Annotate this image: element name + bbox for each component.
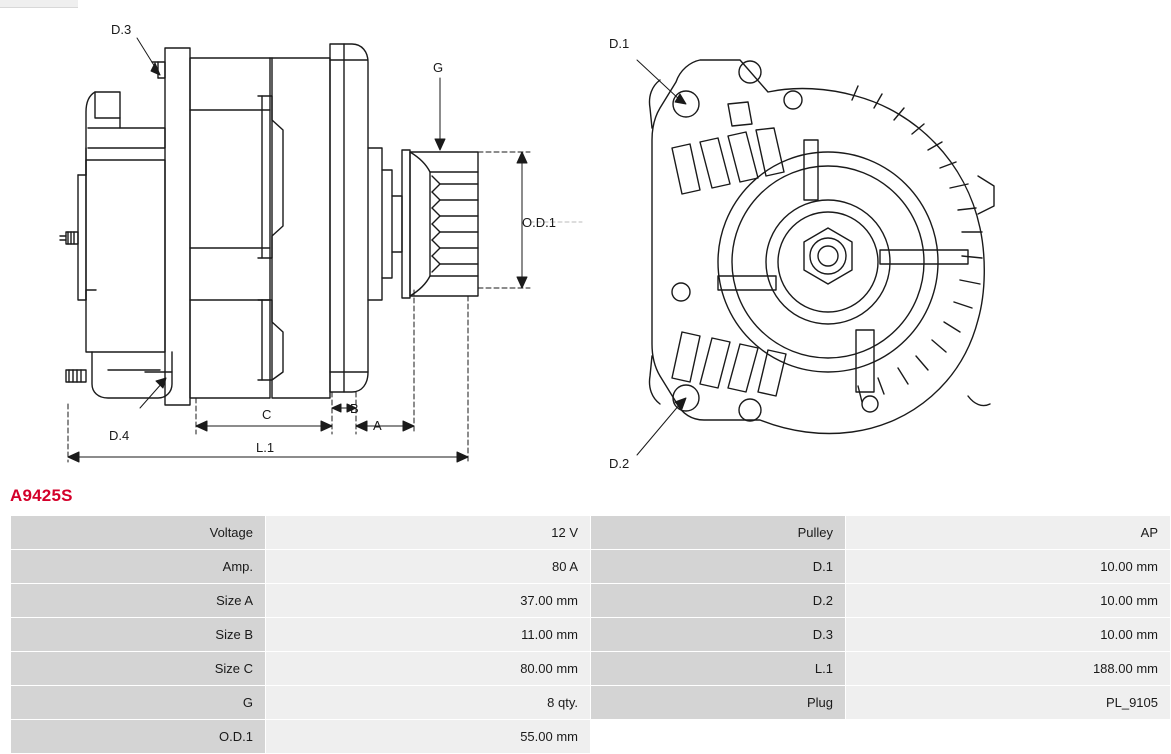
spec-value: 55.00 mm — [266, 720, 591, 754]
spec-label: G — [11, 686, 266, 720]
table-body — [11, 516, 1171, 754]
specifications-table — [10, 515, 1171, 754]
table-row — [11, 720, 1171, 754]
label-l1: L.1 — [256, 440, 275, 455]
label-d3: D.3 — [111, 22, 132, 37]
spec-label: Size B — [11, 618, 266, 652]
spec-value: 80.00 mm — [266, 652, 591, 686]
spec-label: Size A — [11, 584, 266, 618]
page-title: A9425S — [10, 486, 73, 505]
label-d4: D.4 — [109, 428, 130, 443]
spec-value: 12 V — [266, 516, 591, 550]
spec-label: D.2 — [591, 584, 846, 618]
spec-label: Pulley — [591, 516, 846, 550]
spec-value: 10.00 mm — [846, 618, 1171, 652]
label-c: C — [262, 407, 272, 422]
table-row — [11, 550, 1171, 584]
table-row — [11, 584, 1171, 618]
spec-label: O.D.1 — [11, 720, 266, 754]
spec-value: 10.00 mm — [846, 584, 1171, 618]
spec-label: L.1 — [591, 652, 846, 686]
table-row — [11, 652, 1171, 686]
label-od1: O.D.1 — [522, 215, 556, 230]
spec-label: Plug — [591, 686, 846, 720]
table-row — [11, 618, 1171, 652]
spec-label: D.3 — [591, 618, 846, 652]
spec-value: PL_9105 — [846, 686, 1171, 720]
label-b: B — [350, 401, 359, 416]
spec-value: 80 A — [266, 550, 591, 584]
label-g: G — [433, 60, 444, 75]
spec-label: Size C — [11, 652, 266, 686]
label-a: A — [373, 418, 382, 433]
spec-value: 10.00 mm — [846, 550, 1171, 584]
spec-label: D.1 — [591, 550, 846, 584]
spec-empty-cell — [591, 720, 846, 754]
spec-value: 11.00 mm — [266, 618, 591, 652]
label-d1: D.1 — [609, 36, 630, 51]
spec-value: 37.00 mm — [266, 584, 591, 618]
table-row — [11, 686, 1171, 720]
spec-value: 188.00 mm — [846, 652, 1171, 686]
label-d2: D.2 — [609, 456, 630, 471]
spec-value: 8 qty. — [266, 686, 591, 720]
spec-empty-cell — [846, 720, 1171, 754]
spec-label: Amp. — [11, 550, 266, 584]
table-row — [11, 516, 1171, 550]
spec-value: AP — [846, 516, 1171, 550]
spec-label: Voltage — [11, 516, 266, 550]
